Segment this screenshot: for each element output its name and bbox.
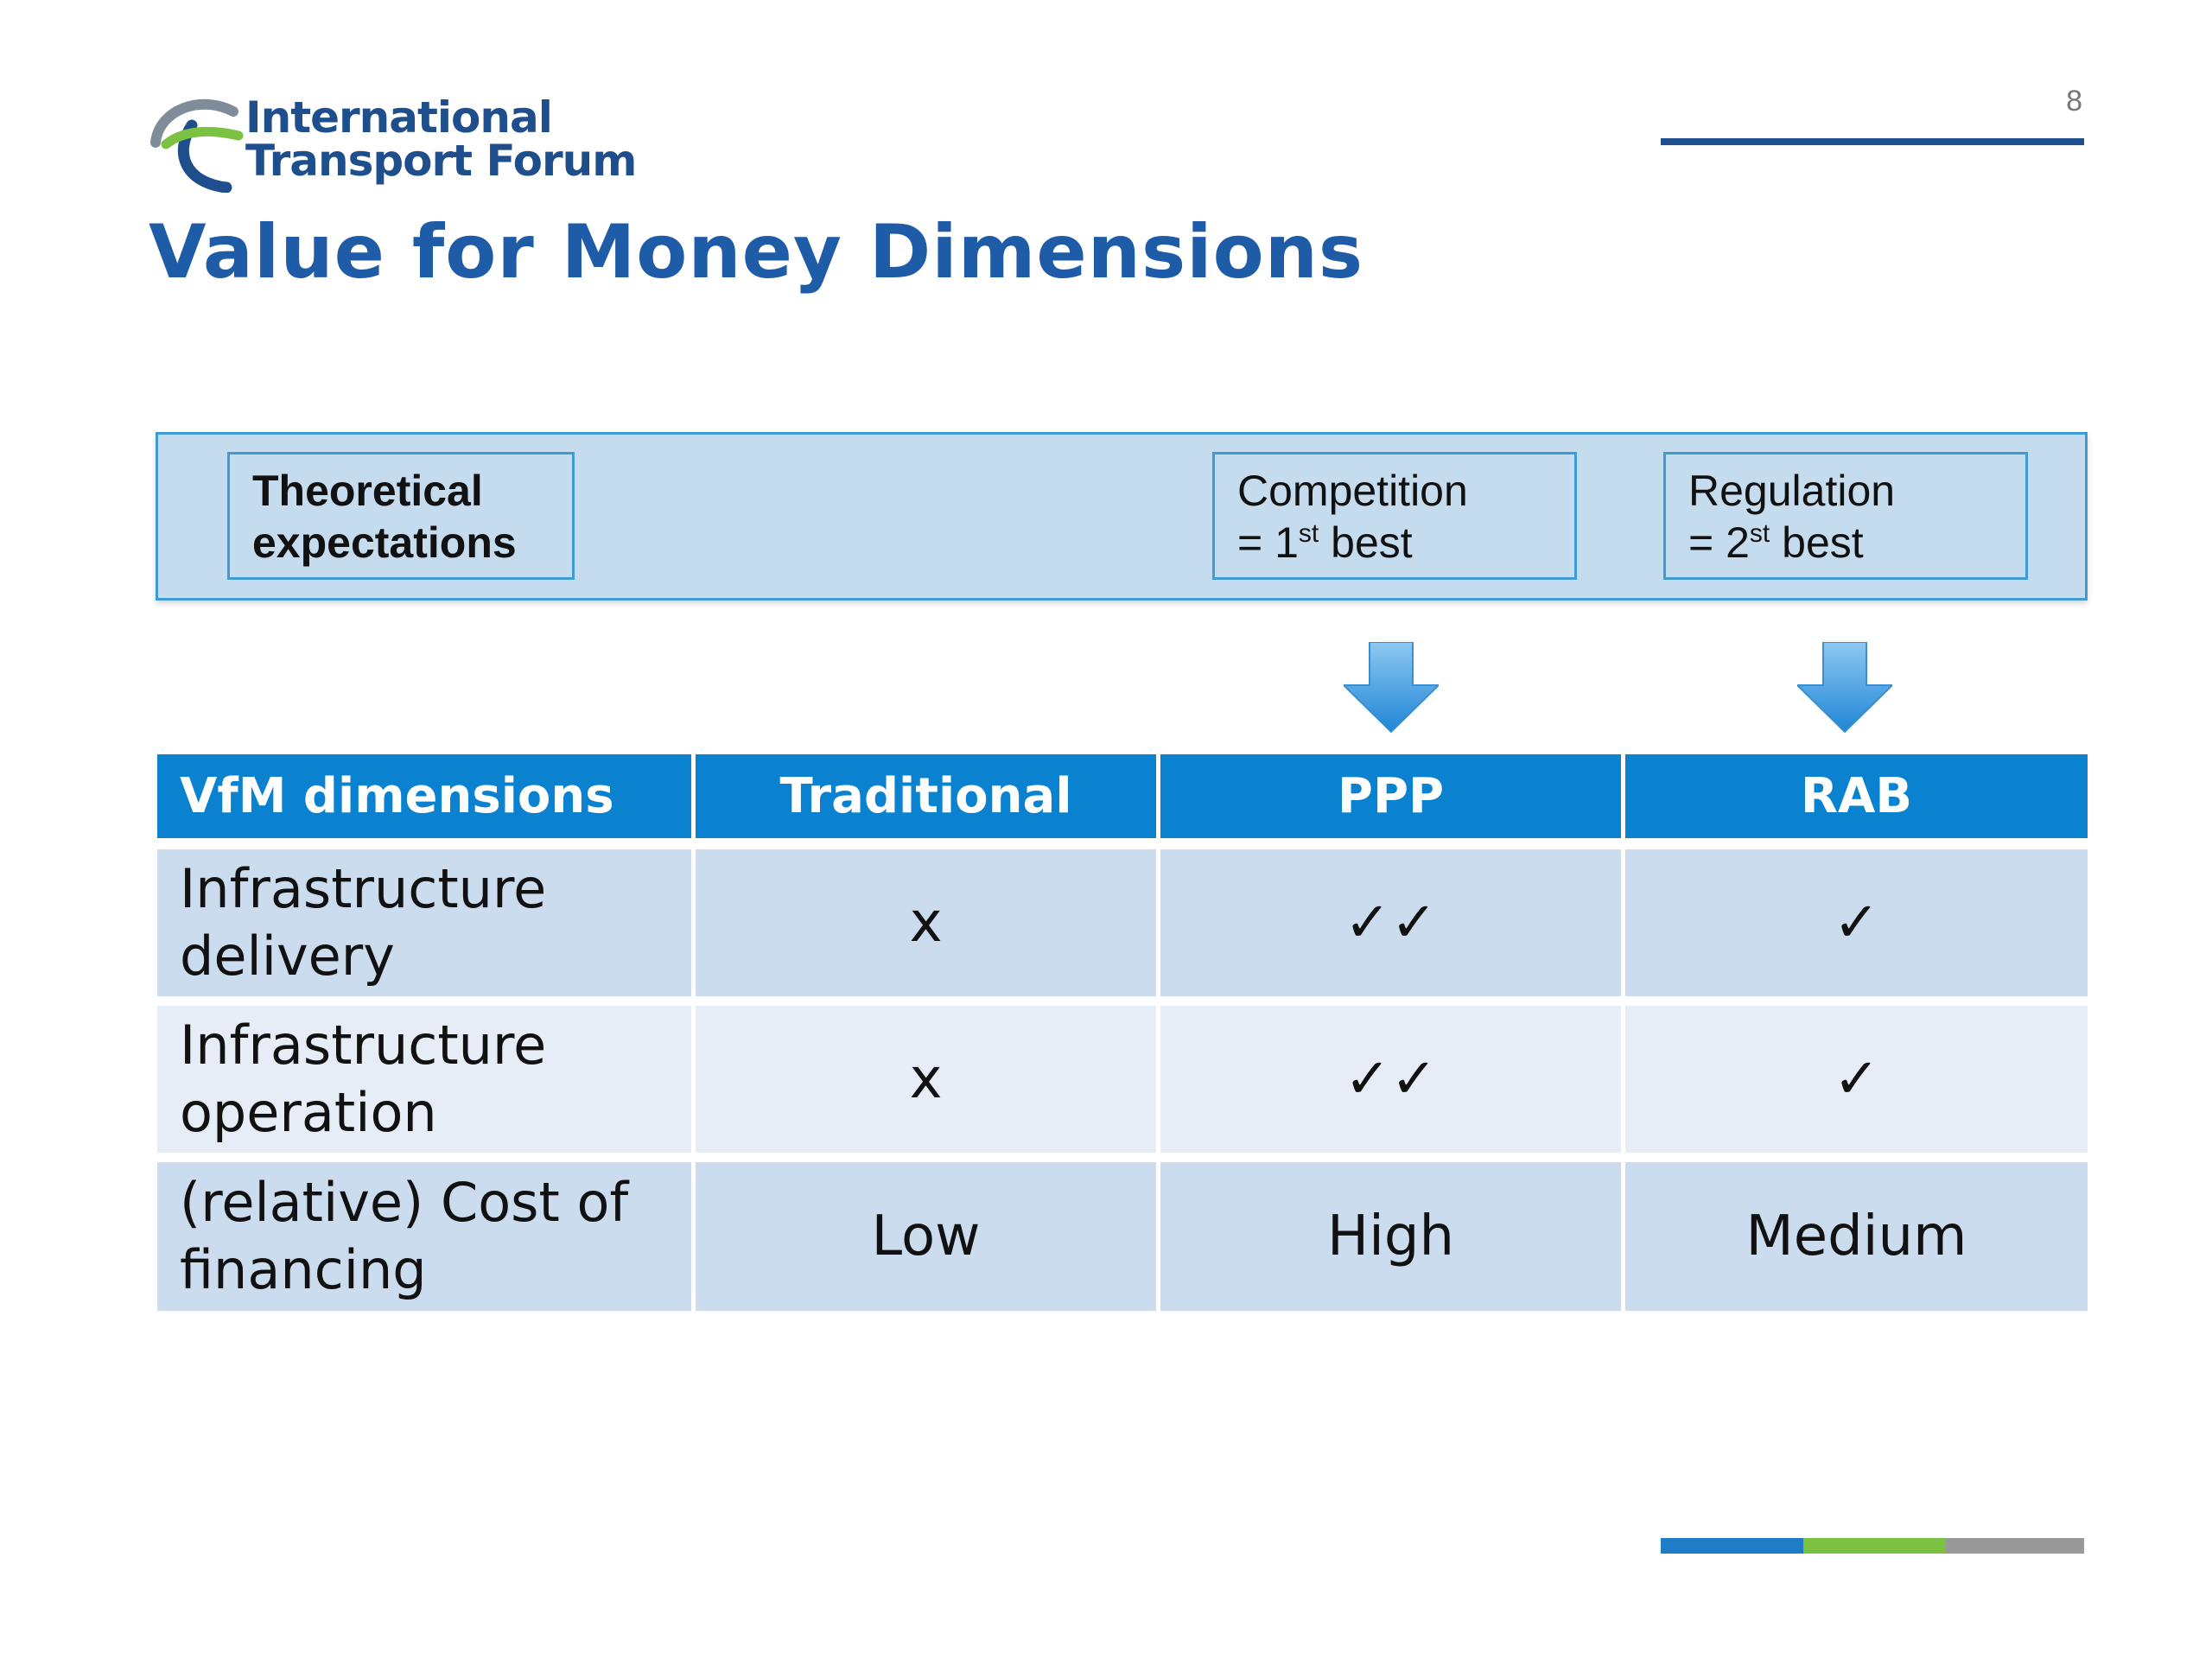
logo-text-line1: International: [245, 92, 552, 143]
competition-line1: Competition: [1237, 467, 1468, 515]
theoretical-expectations-box: [227, 452, 575, 580]
page-title: Value for Money Dimensions: [149, 209, 1364, 296]
theory-line2: expectations: [252, 518, 517, 567]
table-cell: ✓: [1625, 1006, 2088, 1153]
regulation-box: [1663, 452, 2028, 580]
top-rule: [1661, 138, 2084, 145]
row-label-operation: [157, 1006, 691, 1153]
footer-bar-green: [1803, 1538, 1946, 1554]
table-cell: Medium: [1625, 1162, 2088, 1311]
table-cell: Low: [696, 1162, 1156, 1311]
regulation-suffix: best: [1770, 518, 1864, 567]
header-traditional: Traditional: [696, 754, 1156, 838]
arrow-down-icon: [1344, 642, 1439, 734]
row-label-line1: Infrastructure: [180, 857, 547, 920]
header-rab: RAB: [1625, 754, 2088, 838]
competition-ordinal: st: [1298, 519, 1319, 548]
competition-prefix: = 1: [1237, 518, 1299, 567]
table-cell: High: [1160, 1162, 1621, 1311]
header-vfm-dimensions: VfM dimensions: [157, 754, 691, 838]
page-number: 8: [2066, 85, 2082, 118]
arrow-down-icon: [1797, 642, 1892, 734]
table-cell: ✓✓: [1160, 849, 1621, 996]
row-label-line2: operation: [180, 1081, 437, 1144]
row-label-delivery: [157, 849, 691, 996]
regulation-prefix: = 2: [1688, 518, 1750, 567]
itf-swoosh-logo-icon: [149, 91, 244, 193]
footer-bar-grey: [1946, 1538, 2084, 1554]
table-cell: x: [696, 1006, 1156, 1153]
expectations-band: [156, 432, 2088, 601]
row-label-line1: Infrastructure: [180, 1014, 547, 1077]
vfm-table: [157, 754, 2088, 1313]
competition-line2: [1237, 517, 1552, 569]
competition-suffix: best: [1319, 518, 1413, 567]
row-label-line1: (relative) Cost of: [180, 1171, 629, 1234]
itf-logo: [149, 91, 637, 194]
competition-box: [1212, 452, 1577, 580]
table-cell: ✓: [1625, 849, 2088, 996]
theory-line1: Theoretical: [252, 467, 483, 515]
regulation-line1: Regulation: [1688, 467, 1896, 515]
row-label-line2: delivery: [180, 925, 395, 988]
regulation-ordinal: st: [1749, 519, 1770, 548]
footer-bar-blue: [1661, 1538, 1803, 1554]
table-cell: ✓✓: [1160, 1006, 1621, 1153]
row-label-line2: financing: [180, 1238, 427, 1301]
regulation-line2: [1688, 517, 2003, 569]
row-label-financing: [157, 1162, 691, 1311]
header-ppp: PPP: [1160, 754, 1621, 838]
table-cell: x: [696, 849, 1156, 996]
logo-text-line2: Transport Forum: [245, 136, 637, 186]
